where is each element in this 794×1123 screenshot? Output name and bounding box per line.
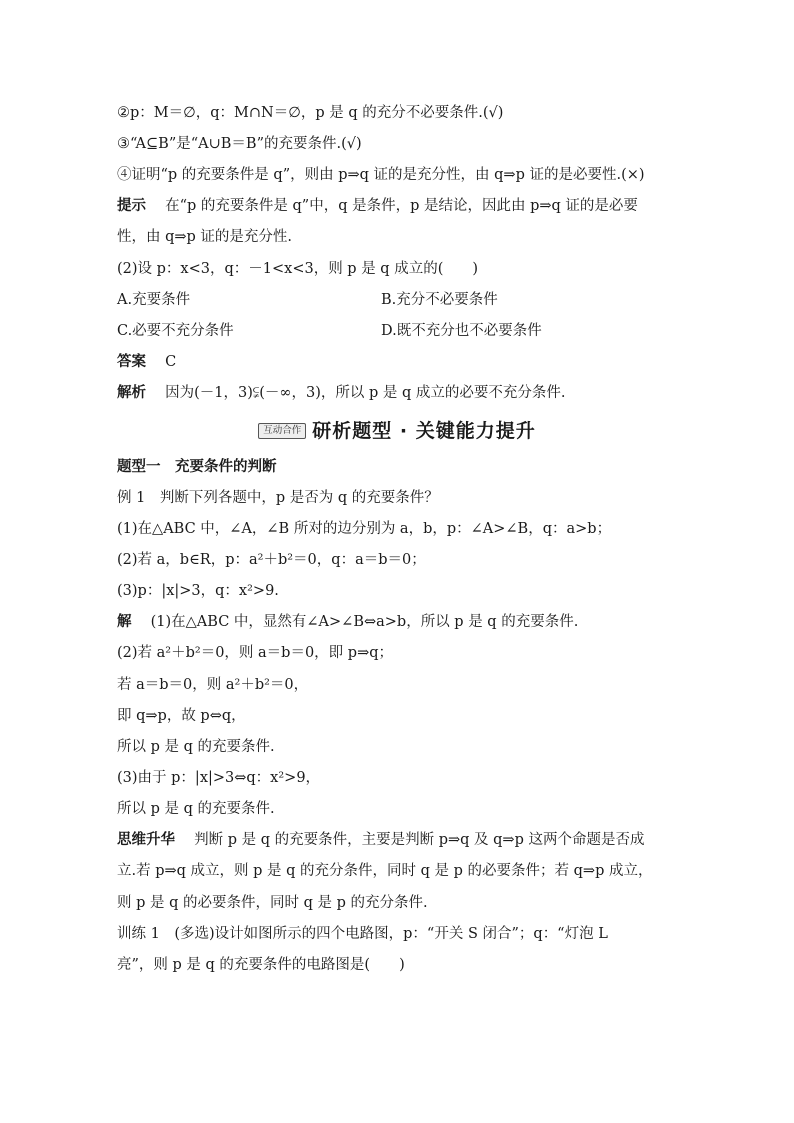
answer-label: 答案 — [117, 353, 146, 370]
item-3: ③“A⊆B”是“A∪B＝B”的充要条件.(√) — [117, 136, 362, 152]
solution-1 — [117, 612, 687, 632]
analysis-text: 因为(－1，3)⫋(－∞，3)，所以 p 是 q 成立的必要不充分条件. — [165, 385, 566, 401]
answer-line — [117, 352, 687, 372]
section-header — [0, 416, 794, 443]
type-heading: 题型一 充要条件的判断 — [117, 458, 277, 475]
solution-2b: 若 a＝b＝0，则 a²＋b²＝0， — [117, 677, 309, 693]
item-2: ②p：M＝∅，q：M∩N＝∅，p 是 q 的充分不必要条件.(√) — [117, 105, 504, 121]
solution-2c: 即 q⇒p，故 p⇔q， — [117, 708, 246, 724]
thinking-text-1: 判断 p 是 q 的充要条件，主要是判断 p⇒q 及 q⇒p 这两个命题是否成 — [194, 832, 645, 848]
solution-2d: 所以 p 是 q 的充要条件. — [117, 739, 275, 755]
thinking-line-2: 立.若 p⇒q 成立，则 p 是 q 的充分条件，同时 q 是 p 的必要条件；若 q⇒p 成立， — [117, 863, 653, 879]
thinking-line-3: 则 p 是 q 的必要条件，同时 q 是 p 的充分条件. — [117, 895, 428, 911]
thinking-line-1 — [117, 830, 687, 850]
example-1-part-2: (2)若 a，b∈R，p：a²＋b²＝0，q：a＝b＝0； — [117, 552, 426, 568]
solution-3a: (3)由于 p：|x|>3⇔q：x²>9， — [117, 770, 321, 786]
analysis-line — [117, 383, 687, 403]
analysis-label: 解析 — [117, 384, 146, 401]
training-line-1: 训练 1 (多选)设计如图所示的四个电路图，p：“开关 S 闭合”；q：“灯泡 L — [117, 926, 608, 942]
options-row-1 — [117, 290, 687, 310]
solution-3b: 所以 p 是 q 的充要条件. — [117, 801, 275, 817]
section-title: 研析题型 · 关键能力提升 — [312, 420, 536, 442]
hint-line — [117, 196, 687, 216]
options-row-2 — [117, 321, 687, 341]
option-c: C.必要不充分条件 — [117, 323, 234, 339]
section-tag: 互动合作 — [258, 423, 306, 439]
example-1: 例 1 判断下列各题中，p 是否为 q 的充要条件？ — [117, 490, 439, 506]
option-b: B.充分不必要条件 — [381, 292, 498, 308]
hint-continuation: 性，由 q⇒p 证的是充分性. — [117, 229, 293, 245]
option-d: D.既不充分也不必要条件 — [381, 323, 542, 339]
solution-1-text: (1)在△ABC 中，显然有∠A>∠B⇔a>b，所以 p 是 q 的充要条件. — [150, 614, 579, 630]
thinking-label: 思维升华 — [117, 831, 175, 848]
question-2: (2)设 p：x<3，q：－1<x<3，则 p 是 q 成立的( ) — [117, 261, 479, 277]
item-4: ④证明“p 的充要条件是 q”，则由 p⇒q 证的是充分性，由 q⇒p 证的是必要性.(×) — [117, 167, 645, 183]
example-1-part-3: (3)p：|x|>3，q：x²>9. — [117, 583, 279, 599]
answer-value: C — [165, 354, 177, 370]
example-1-part-1: (1)在△ABC 中，∠A，∠B 所对的边分别为 a，b，p：∠A>∠B，q：a>b； — [117, 521, 612, 537]
option-a: A.充要条件 — [117, 292, 191, 308]
solution-2a: (2)若 a²＋b²＝0，则 a＝b＝0，即 p⇒q； — [117, 645, 394, 661]
hint-text: 在“p 的充要条件是 q”中，q 是条件，p 是结论，因此由 p⇒q 证的是必要 — [165, 198, 638, 214]
hint-label: 提示 — [117, 197, 146, 214]
solution-label: 解 — [117, 613, 132, 630]
training-line-2: 亮”，则 p 是 q 的充要条件的电路图是( ) — [117, 957, 405, 973]
